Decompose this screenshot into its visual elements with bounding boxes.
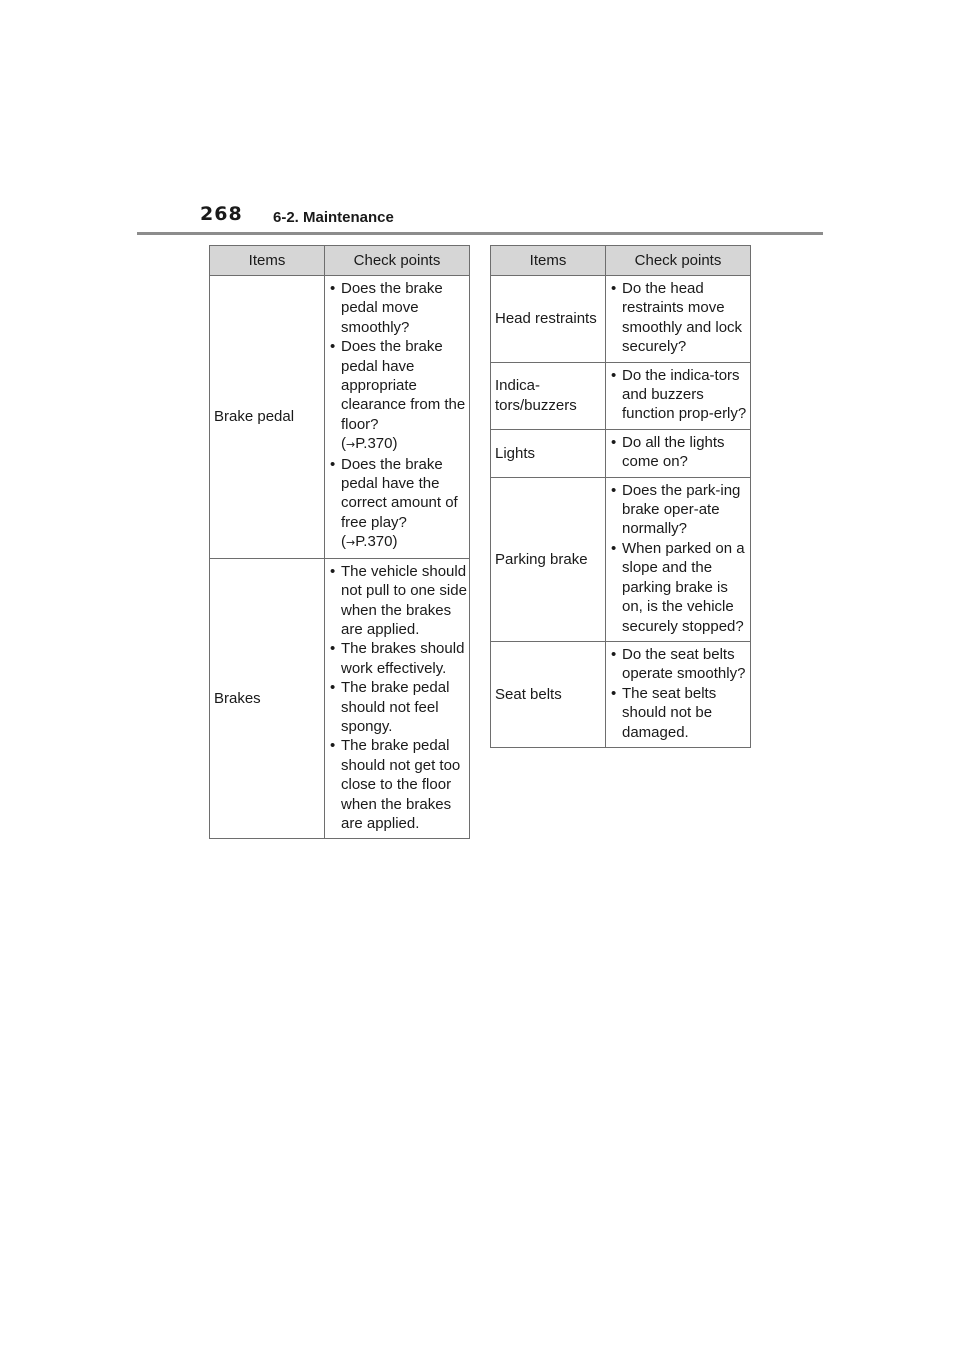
check-point-text: Does the park-ing brake oper-ate normally? xyxy=(622,481,741,538)
check-point xyxy=(330,736,467,833)
check-point-text: Does the brake pedal have appropriate clearance from the floor? xyxy=(341,338,466,433)
item-name: Lights xyxy=(491,429,606,477)
check-point-text: Do all the lights come on? xyxy=(622,433,725,471)
check-point xyxy=(611,279,748,357)
check-point xyxy=(330,455,467,553)
check-point-text: The seat belts should not be damaged. xyxy=(622,684,717,741)
page-number: 268 xyxy=(200,203,243,225)
bullet-icon: • xyxy=(611,481,617,499)
page-reference: (→P.370) xyxy=(341,435,398,453)
bullet-icon: • xyxy=(330,640,336,658)
check-points-column-header: Check points xyxy=(606,246,751,276)
bullet-icon: • xyxy=(611,684,617,702)
items-column-header: Items xyxy=(210,246,325,276)
check-point xyxy=(330,562,467,640)
bullet-icon: • xyxy=(611,645,617,663)
check-point-text: Do the seat belts operate smoothly? xyxy=(622,645,746,683)
bullet-icon: • xyxy=(611,280,617,297)
check-points-cell xyxy=(606,429,751,477)
check-point xyxy=(611,539,748,636)
inspection-table-left xyxy=(209,245,470,839)
section-title: 6-2. Maintenance xyxy=(273,209,394,226)
check-point-text: Do the indica-tors and buzzers function prop-erly? xyxy=(622,366,747,423)
bullet-icon: • xyxy=(611,539,617,557)
check-point xyxy=(611,684,748,742)
item-name: Parking brake xyxy=(491,477,606,641)
item-name: Brake pedal xyxy=(210,276,325,559)
check-point-text: Does the brake pedal have the correct amount of free play? xyxy=(341,455,458,531)
check-point xyxy=(611,366,748,424)
check-point-text: The brake pedal should not get too close to the floor when the brakes are applied. xyxy=(341,737,461,832)
right-arrow-icon: → xyxy=(346,438,356,452)
bullet-icon: • xyxy=(611,433,617,451)
item-name: Head restraints xyxy=(491,276,606,363)
bullet-icon: • xyxy=(611,366,617,384)
page-reference-text: P.370 xyxy=(355,435,393,453)
page-reference: (→P.370) xyxy=(341,533,398,551)
bullet-icon: • xyxy=(330,562,336,580)
check-points-cell xyxy=(606,362,751,429)
bullet-icon: • xyxy=(330,338,336,356)
page-reference-text: P.370 xyxy=(355,533,393,551)
check-point-text: The brakes should work effectively. xyxy=(341,640,465,677)
table-row xyxy=(210,276,470,559)
check-points-cell xyxy=(606,477,751,641)
check-points-cell xyxy=(325,558,470,839)
item-name: Seat belts xyxy=(491,641,606,747)
check-point-text: When parked on a slope and the parking brake is on, is the vehicle securely stopped? xyxy=(622,539,745,635)
check-point xyxy=(330,639,467,678)
table-header-row xyxy=(491,246,751,276)
item-name: Indica-tors/buzzers xyxy=(491,362,606,429)
table-header-row xyxy=(210,246,470,276)
check-point-text: The brake pedal should not feel spongy. xyxy=(341,679,450,735)
check-point xyxy=(611,481,748,539)
check-points-column-header: Check points xyxy=(325,246,470,276)
check-point xyxy=(611,433,748,472)
check-points-cell xyxy=(606,641,751,747)
bullet-icon: • xyxy=(330,737,336,755)
table-row xyxy=(491,362,751,429)
check-points-cell xyxy=(606,276,751,363)
inspection-table-right xyxy=(490,245,751,748)
bullet-icon: • xyxy=(330,679,336,697)
right-arrow-icon: → xyxy=(346,536,356,550)
items-column-header: Items xyxy=(491,246,606,276)
check-point xyxy=(611,645,748,684)
header-rule xyxy=(137,232,823,235)
table-row xyxy=(210,558,470,839)
check-point-text: Does the brake pedal move smoothly? xyxy=(341,280,443,336)
check-point xyxy=(330,279,467,337)
bullet-icon: • xyxy=(330,455,336,473)
table-row xyxy=(491,276,751,363)
bullet-icon: • xyxy=(330,280,336,297)
check-points-cell xyxy=(325,276,470,559)
check-point-text: The vehicle should not pull to one side when the brakes are applied. xyxy=(341,562,467,638)
table-row xyxy=(491,477,751,641)
item-name: Brakes xyxy=(210,558,325,839)
table-row xyxy=(491,429,751,477)
table-row xyxy=(491,641,751,747)
check-point-text: Do the head restraints move smoothly and lock securely? xyxy=(622,280,743,356)
check-point xyxy=(330,678,467,736)
check-point xyxy=(330,337,467,454)
